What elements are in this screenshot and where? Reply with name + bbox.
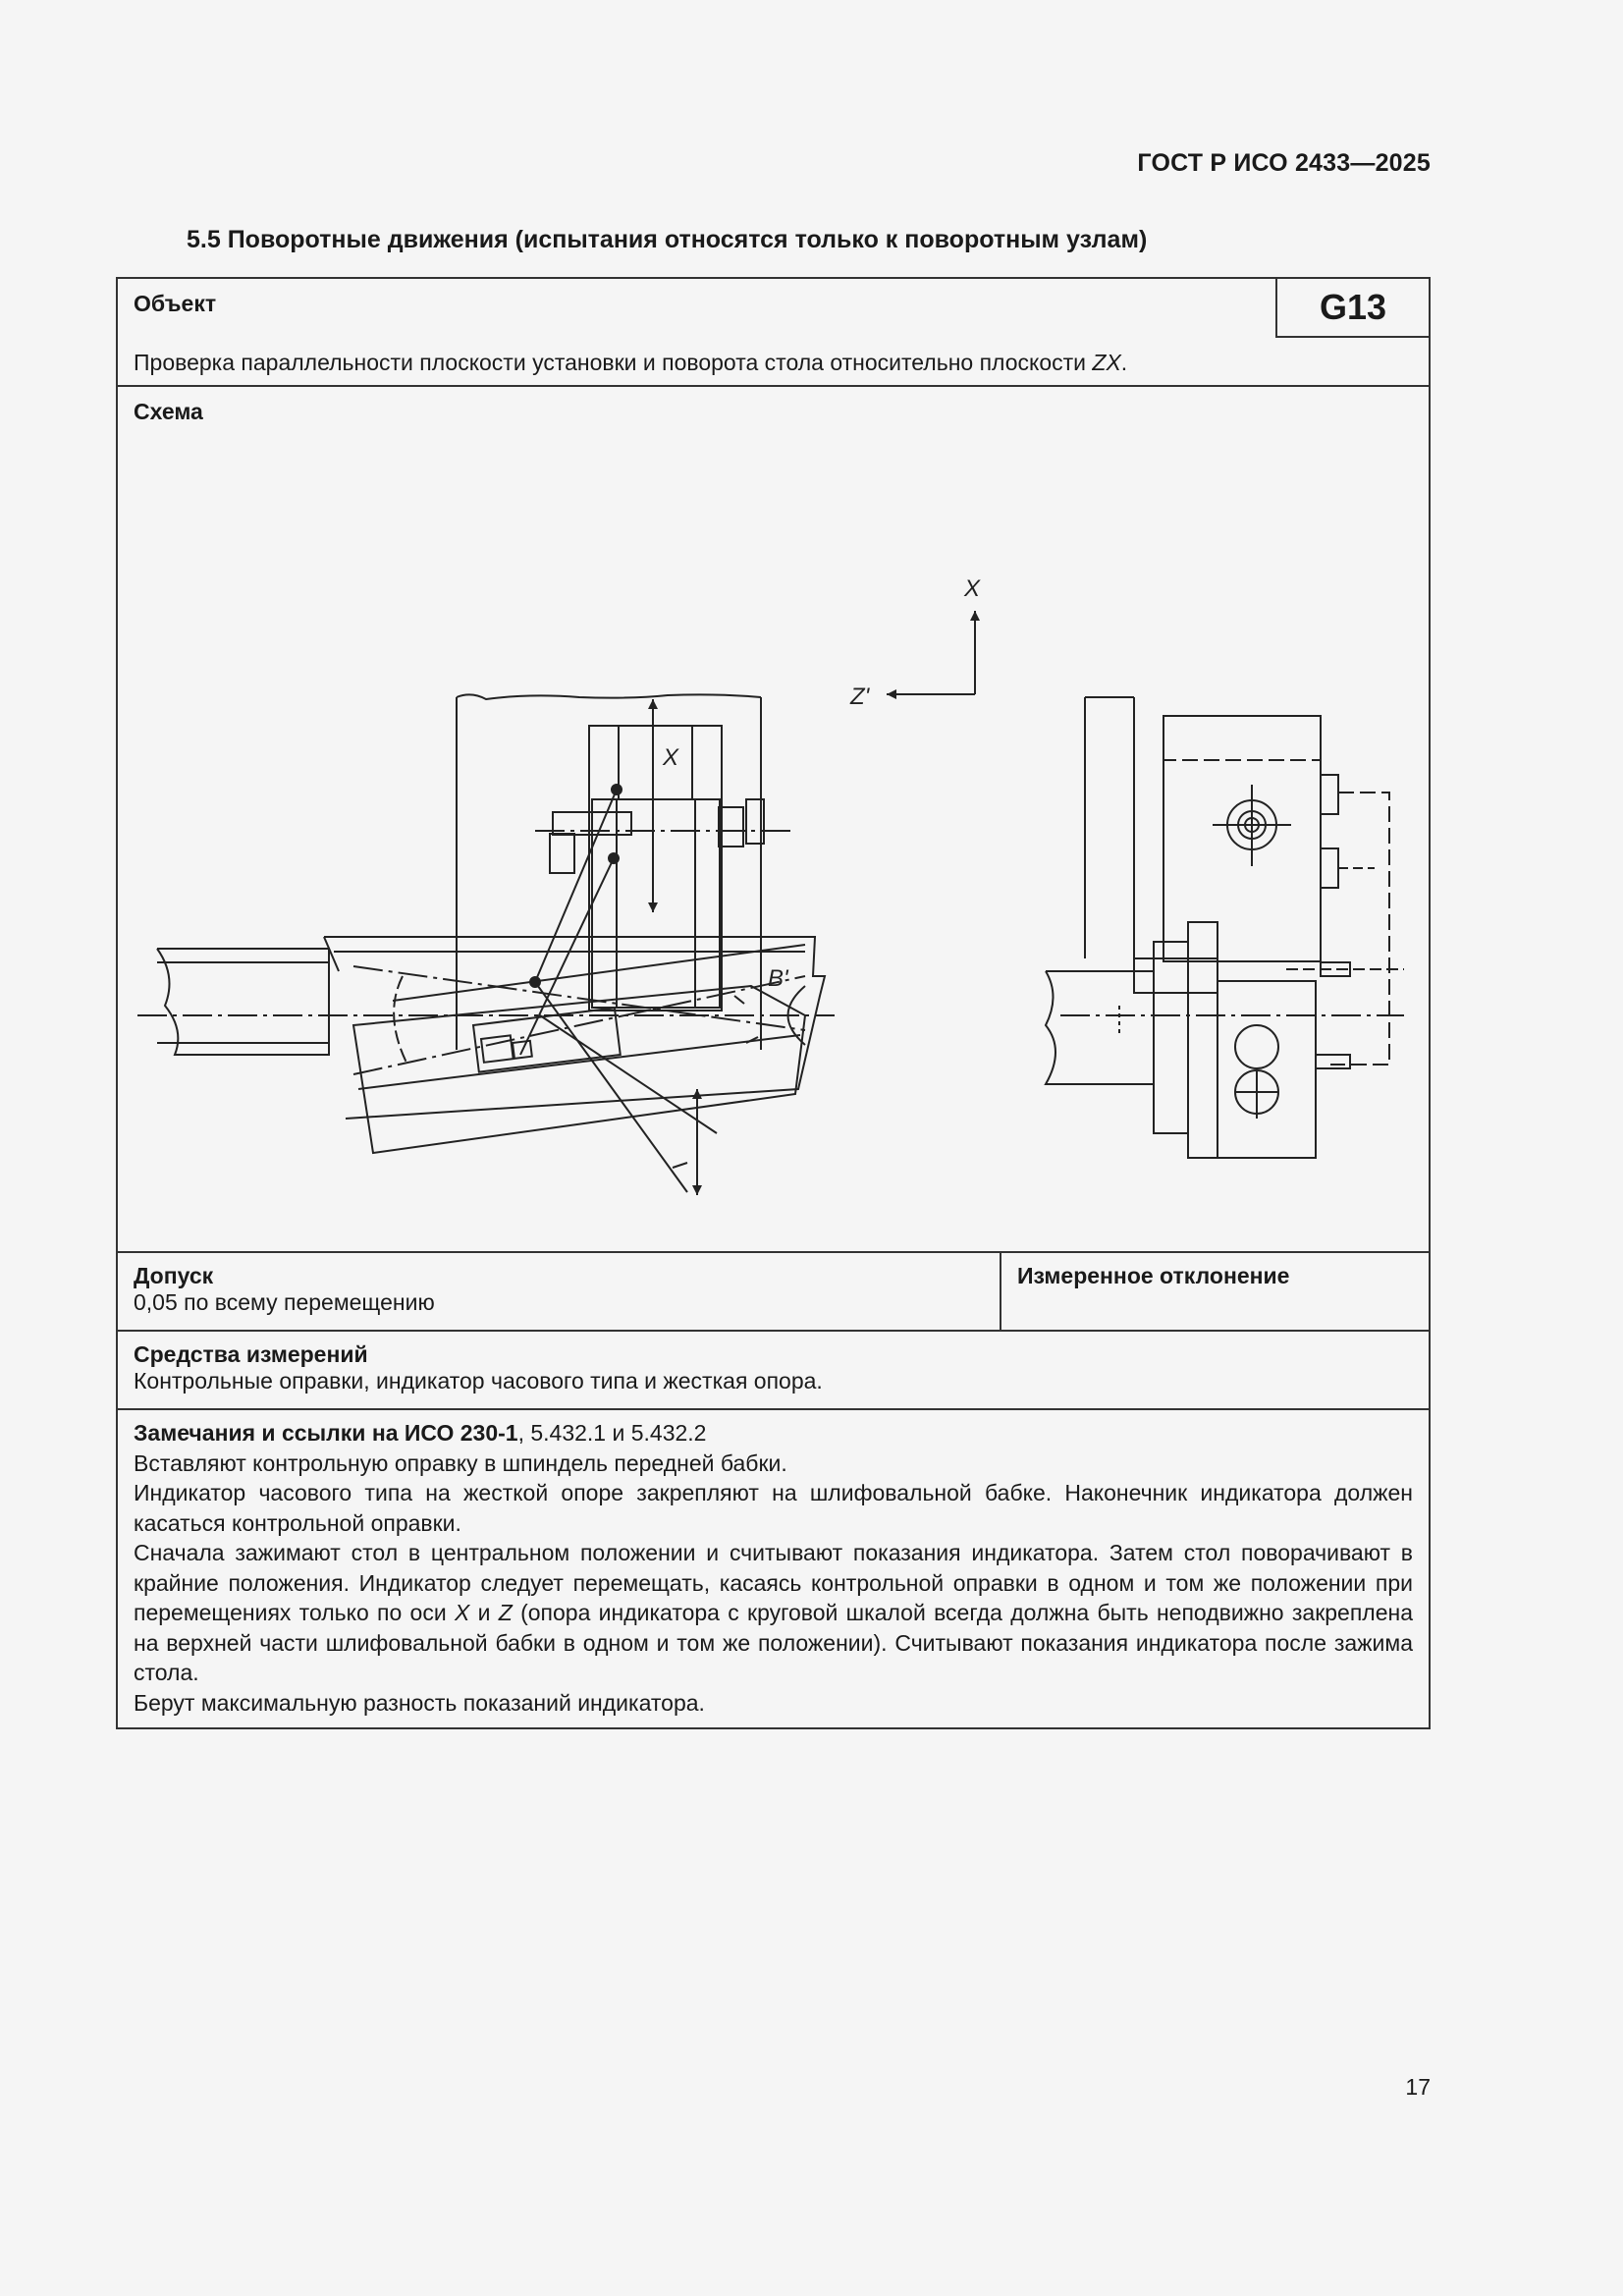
- axis-z-label: Z': [850, 683, 870, 710]
- notes-heading: [134, 1418, 1413, 1449]
- measured-deviation-cell: [1001, 1253, 1429, 1330]
- object-label: Объект: [134, 291, 217, 316]
- side-view: [1046, 697, 1404, 1158]
- column-frontview: [457, 694, 795, 1050]
- notes-refs: , 5.432.1 и 5.432.2: [517, 1420, 707, 1446]
- standard-header: ГОСТ Р ИСО 2433—2025: [1137, 149, 1431, 177]
- tolerance-label: Допуск: [134, 1263, 214, 1288]
- measured-deviation-label: Измеренное отклонение: [1017, 1263, 1290, 1288]
- scheme-drawing: [118, 387, 1429, 1251]
- section-title: 5.5 Поворотные движения (испытания относятся только к поворотным узлам): [187, 226, 1148, 253]
- notes-label: Замечания и ссылки на ИСО 230-1: [134, 1420, 518, 1446]
- scheme-label: Схема: [134, 399, 203, 424]
- object-description: Проверка параллельности плоскости установки и поворота стола относительно плоскости ZX.: [134, 350, 1128, 375]
- test-table: [116, 277, 1431, 1729]
- notes-line-3: Сначала зажимают стол в центральном положении и считывают показания индикатора. Затем стол поворачивают в крайние положения. Индикатор следует перемещать, касаясь контрольной оправки в одном и том же положении при перемещениях только по оси X и Z (опора индикатора с круговой шкалой всегда должна быть неподвижно закреплена на верхней части шлифовальной бабки в одном и том же положении). Считывают показания индикатора после зажима стола.: [134, 1540, 1414, 1685]
- rotation-b-label: B': [768, 965, 788, 992]
- tolerance-value: 0,05 по всему перемещению: [134, 1289, 435, 1315]
- scheme-row: [118, 387, 1429, 1253]
- instruments-value: Контрольные оправки, индикатор часового типа и жесткая опора.: [134, 1368, 823, 1394]
- notes-row: [118, 1410, 1429, 1727]
- notes-line-1: Вставляют контрольную оправку в шпиндель передней бабки.: [134, 1449, 787, 1476]
- instruments-row: [118, 1332, 1429, 1410]
- test-id-badge: G13: [1275, 279, 1429, 338]
- instruments-label: Средства измерений: [134, 1341, 368, 1367]
- axis-x-label: X: [964, 575, 981, 602]
- motion-x-label: X: [663, 744, 679, 771]
- plane-name: ZX: [1092, 350, 1121, 375]
- tolerance-row: [118, 1253, 1429, 1332]
- notes-line-4: Берут максимальную разность показаний индикатора.: [134, 1689, 705, 1716]
- object-row: [118, 279, 1429, 387]
- page-number: 17: [1405, 2074, 1431, 2100]
- table-frontview: [137, 790, 835, 1195]
- axis-triad: [849, 575, 981, 710]
- tolerance-cell: [118, 1253, 1001, 1330]
- notes-line-2: Индикатор часового типа на жесткой опоре закрепляют на шлифовальной бабке. Наконечник индикатора должен касаться контрольной оправки.: [134, 1480, 1413, 1536]
